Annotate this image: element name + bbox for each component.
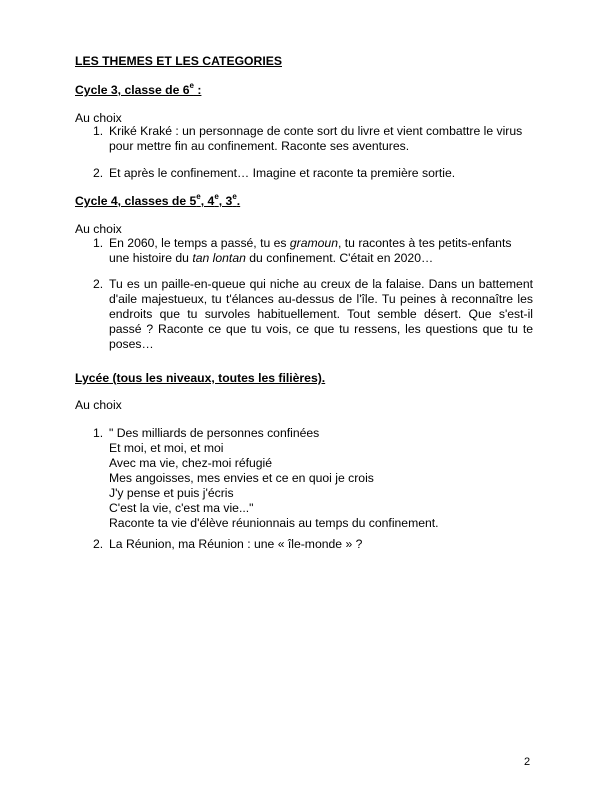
list-item-text: Kriké Kraké : un personnage de conte sort du livre et vient combattre le virus pour mettre fin au confinement. Raconte ses aventures. [109, 124, 523, 153]
list-item-text: Tu es un paille-en-queue qui niche au creux de la falaise. Dans un battement d'aile majestueux, tu t'élances au-dessus de l'île. Tu peines à reconnaître les endroits que tu survoles habituellement. Tout semble désert. Que s'est-il passé ? Raconte ce que tu vois, ce que tu ressens, les questions que tu te poses… [109, 277, 533, 351]
list-item-number: 1. [93, 124, 104, 138]
section-heading-cycle-4 [75, 191, 241, 209]
list-item [93, 166, 533, 181]
section-heading-lycee: Lycée (tous les niveaux, toutes les filières). [75, 371, 326, 385]
section-heading-text: Cycle 4, classes de 5 [75, 194, 197, 208]
list-item-number: 1. [93, 426, 104, 440]
superscript: e [189, 80, 194, 90]
italic-term: tan lontan [192, 251, 246, 265]
poem-line: C'est la vie, c'est ma vie..." [109, 501, 254, 515]
superscript: e [196, 191, 201, 201]
poem-line: Avec ma vie, chez-moi réfugié [109, 456, 273, 470]
list-item-text: La Réunion, ma Réunion : une « île-monde » ? [109, 537, 363, 551]
poem-line: J'y pense et puis j'écris [109, 486, 234, 500]
italic-term: gramoun [289, 236, 338, 250]
list-item-text: Et après le confinement… Imagine et raconte ta première sortie. [109, 166, 456, 180]
poem-line: Et moi, et moi, et moi [109, 441, 224, 455]
poem-line: Mes angoisses, mes envies et ce en quoi je crois [109, 471, 374, 485]
list-item-number: 2. [93, 166, 104, 180]
section-heading-text: Cycle 3, classe de 6 [75, 83, 190, 97]
choice-label: Au choix [75, 111, 122, 125]
list-item-number: 1. [93, 236, 104, 250]
list-item-text: En 2060, le temps a passé, tu es gramoun, tu racontes à tes petits-enfants une histoire du tan lontan du confinement. C'était en 2020… [109, 236, 512, 265]
section-heading-suffix: : [193, 83, 202, 97]
list-item-number: 2. [93, 537, 104, 551]
instruction-line: Raconte ta vie d'élève réunionnais au temps du confinement. [109, 516, 439, 530]
poem-line: " Des milliards de personnes confinées [109, 426, 320, 440]
list-item [93, 277, 533, 352]
section-heading-text: . [236, 194, 241, 208]
choice-label: Au choix [75, 398, 122, 412]
choice-label: Au choix [75, 222, 122, 236]
superscript: e [232, 191, 237, 201]
section-heading-cycle-3 [75, 80, 202, 98]
section-heading-text: , 3 [218, 194, 233, 208]
list-item [93, 124, 533, 154]
section-heading-text: , 4 [200, 194, 215, 208]
list-item [93, 236, 533, 266]
list-item-number: 2. [93, 277, 104, 291]
poem-text [109, 426, 533, 531]
list-item [93, 537, 533, 552]
list-item [93, 426, 533, 531]
page-number: 2 [524, 756, 531, 768]
document-title: LES THEMES ET LES CATEGORIES [75, 54, 282, 68]
superscript: e [214, 191, 219, 201]
